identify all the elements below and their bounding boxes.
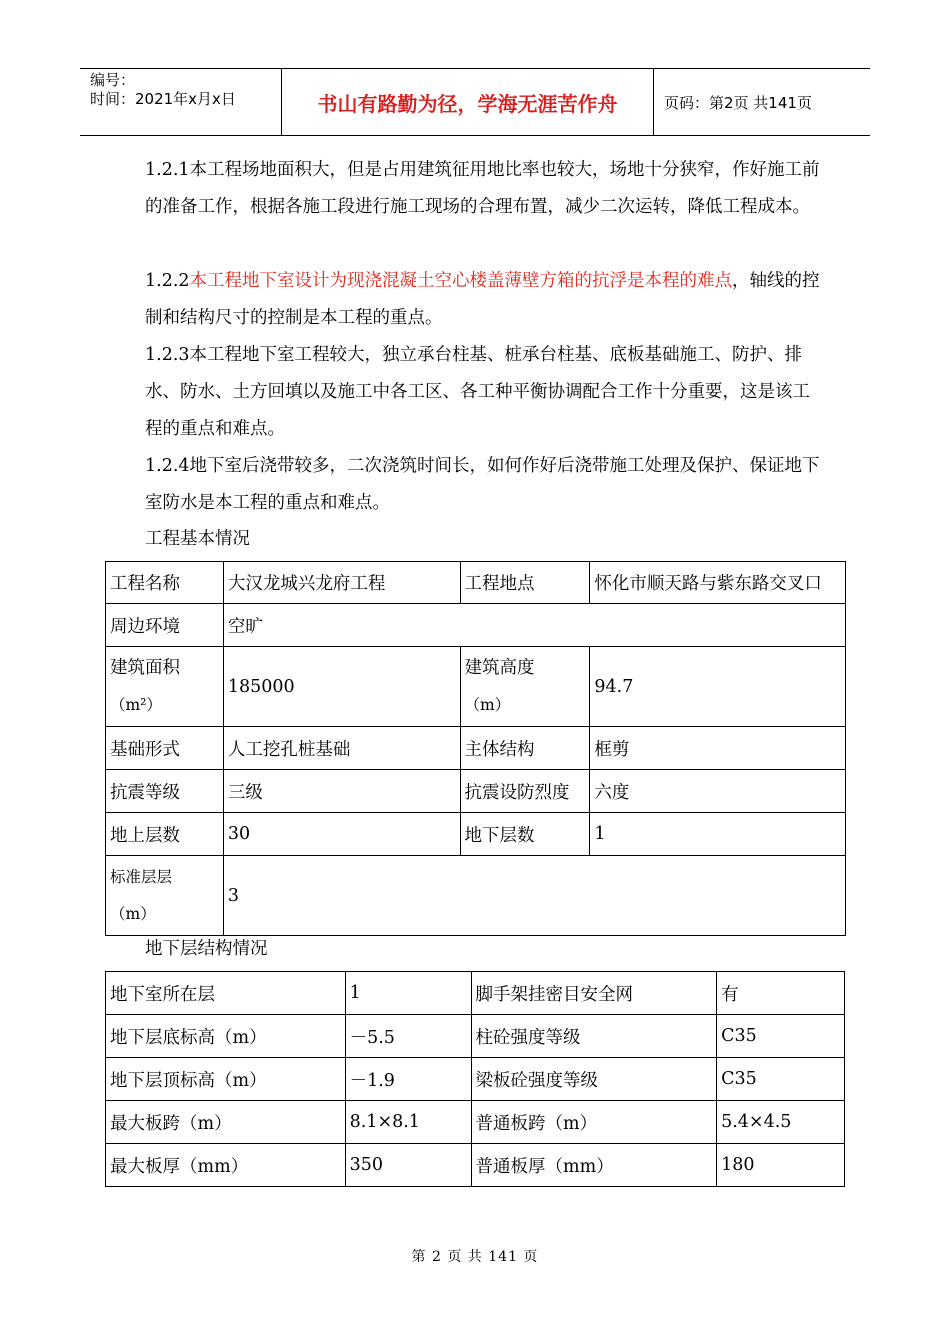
paragraph-1-2-2-number: 1.2.2 <box>145 271 190 291</box>
table-cell: 工程名称 <box>106 562 224 604</box>
table-row <box>106 727 846 770</box>
table-cell: 3 <box>223 856 845 936</box>
table-cell: 普通板厚（mm） <box>471 1144 717 1187</box>
table-cell: 梁板砼强度等级 <box>471 1058 717 1101</box>
page-footer: 第 2 页 共 141 页 <box>411 1249 539 1265</box>
table-cell: 框剪 <box>590 727 846 770</box>
table-cell: 柱砼强度等级 <box>471 1015 717 1058</box>
table-cell: 8.1×8.1 <box>345 1101 471 1144</box>
table-cell: 350 <box>345 1144 471 1187</box>
paragraph-1-2-4: 1.2.4地下室后浇带较多，二次浇筑时间长，如何作好后浇带施工处理及保护、保证地下室防水是本工程的重点和难点。 <box>145 456 820 513</box>
table-cell: 抗震设防烈度 <box>460 770 590 813</box>
table-row <box>106 562 846 604</box>
paragraph-1-2-3: 1.2.3本工程地下室工程较大，独立承台柱基、桩承台柱基、底板基础施工、防护、排水、防水、土方回填以及施工中各工区、各工种平衡协调配合工作十分重要，这是该工程的重点和难点。 <box>145 345 810 439</box>
table-cell: 94.7 <box>590 647 846 727</box>
project-basic-info-table <box>105 561 846 936</box>
table-cell: 180 <box>717 1144 845 1187</box>
table-cell: 周边环境 <box>106 604 224 647</box>
standard-floor-label: 标准层层 <box>110 867 173 886</box>
height-label: 建筑高度 <box>464 657 535 678</box>
basement-structure-table <box>105 971 845 1187</box>
table-cell: 工程地点 <box>460 562 590 604</box>
table-cell: 人工挖孔桩基础 <box>223 727 460 770</box>
table-cell: 最大板跨（m） <box>106 1101 346 1144</box>
table-cell: 地上层数 <box>106 813 224 856</box>
header-meta <box>80 69 282 135</box>
table-cell: 185000 <box>223 647 460 727</box>
table-cell: 主体结构 <box>460 727 590 770</box>
table-cell <box>460 647 590 727</box>
paragraph-1-2-1: 1.2.1本工程场地面积大，但是占用建筑征用地比率也较大，场地十分狭窄，作好施工前的准备工作，根据各施工段进行施工现场的合理布置，减少二次运转，降低工程成本。 <box>145 160 820 217</box>
table-cell: 地下室所在层 <box>106 972 346 1015</box>
height-unit: （m） <box>464 695 511 714</box>
table-row <box>106 647 846 727</box>
table-row <box>106 1101 845 1144</box>
table-cell: 5.4×4.5 <box>717 1101 845 1144</box>
table-cell: 地下层底标高（m） <box>106 1015 346 1058</box>
table-cell: －1.9 <box>345 1058 471 1101</box>
table-cell: C35 <box>717 1058 845 1101</box>
table-row <box>106 770 846 813</box>
table-row <box>106 856 846 936</box>
table-row <box>106 1015 845 1058</box>
table-row <box>106 604 846 647</box>
table-row <box>106 1058 845 1101</box>
page-header <box>80 68 870 136</box>
table-cell: C35 <box>717 1015 845 1058</box>
table-row <box>106 813 846 856</box>
table-cell: 有 <box>717 972 845 1015</box>
table-cell: 最大板厚（mm） <box>106 1144 346 1187</box>
table-cell: 六度 <box>590 770 846 813</box>
table-cell: 基础形式 <box>106 727 224 770</box>
table-cell: 大汉龙城兴龙府工程 <box>223 562 460 604</box>
table-row <box>106 972 845 1015</box>
table-cell: 地下层顶标高（m） <box>106 1058 346 1101</box>
table-cell: 三级 <box>223 770 460 813</box>
header-date: 时间：2021年x月x日 <box>90 90 236 108</box>
table1-title: 工程基本情况 <box>145 529 250 549</box>
header-number: 编号： <box>90 71 136 89</box>
paragraph-1-2-2-highlight: 本工程地下室设计为现浇混凝土空心楼盖薄壁方箱的抗浮是本程的难点 <box>189 271 733 291</box>
table-cell: －5.5 <box>345 1015 471 1058</box>
table-cell: 空旷 <box>223 604 845 647</box>
paragraph-1-2-2-rest: ，轴线的控制和结构尺寸的控制是本工程的重点。 <box>145 271 820 328</box>
area-label: 建筑面积 <box>110 657 180 678</box>
paragraph-1-2-2 <box>145 263 825 337</box>
table-row <box>106 1144 845 1187</box>
table-cell: 怀化市顺天路与紫东路交叉口 <box>590 562 846 604</box>
header-motto: 书山有路勤为径，学海无涯苦作舟 <box>282 69 654 135</box>
table2-title: 地下层结构情况 <box>145 939 268 959</box>
table-cell: 脚手架挂密目安全网 <box>471 972 717 1015</box>
table-cell: 普通板跨（m） <box>471 1101 717 1144</box>
standard-floor-unit: （m） <box>110 904 156 923</box>
area-unit: （m²） <box>110 695 162 714</box>
table-cell <box>106 856 224 936</box>
table-cell: 1 <box>345 972 471 1015</box>
table-cell <box>106 647 224 727</box>
table-cell: 30 <box>223 813 460 856</box>
table-cell: 1 <box>590 813 846 856</box>
header-page-info: 页码：第2页 共141页 <box>664 93 812 112</box>
table-cell: 地下层数 <box>460 813 590 856</box>
table-cell: 抗震等级 <box>106 770 224 813</box>
